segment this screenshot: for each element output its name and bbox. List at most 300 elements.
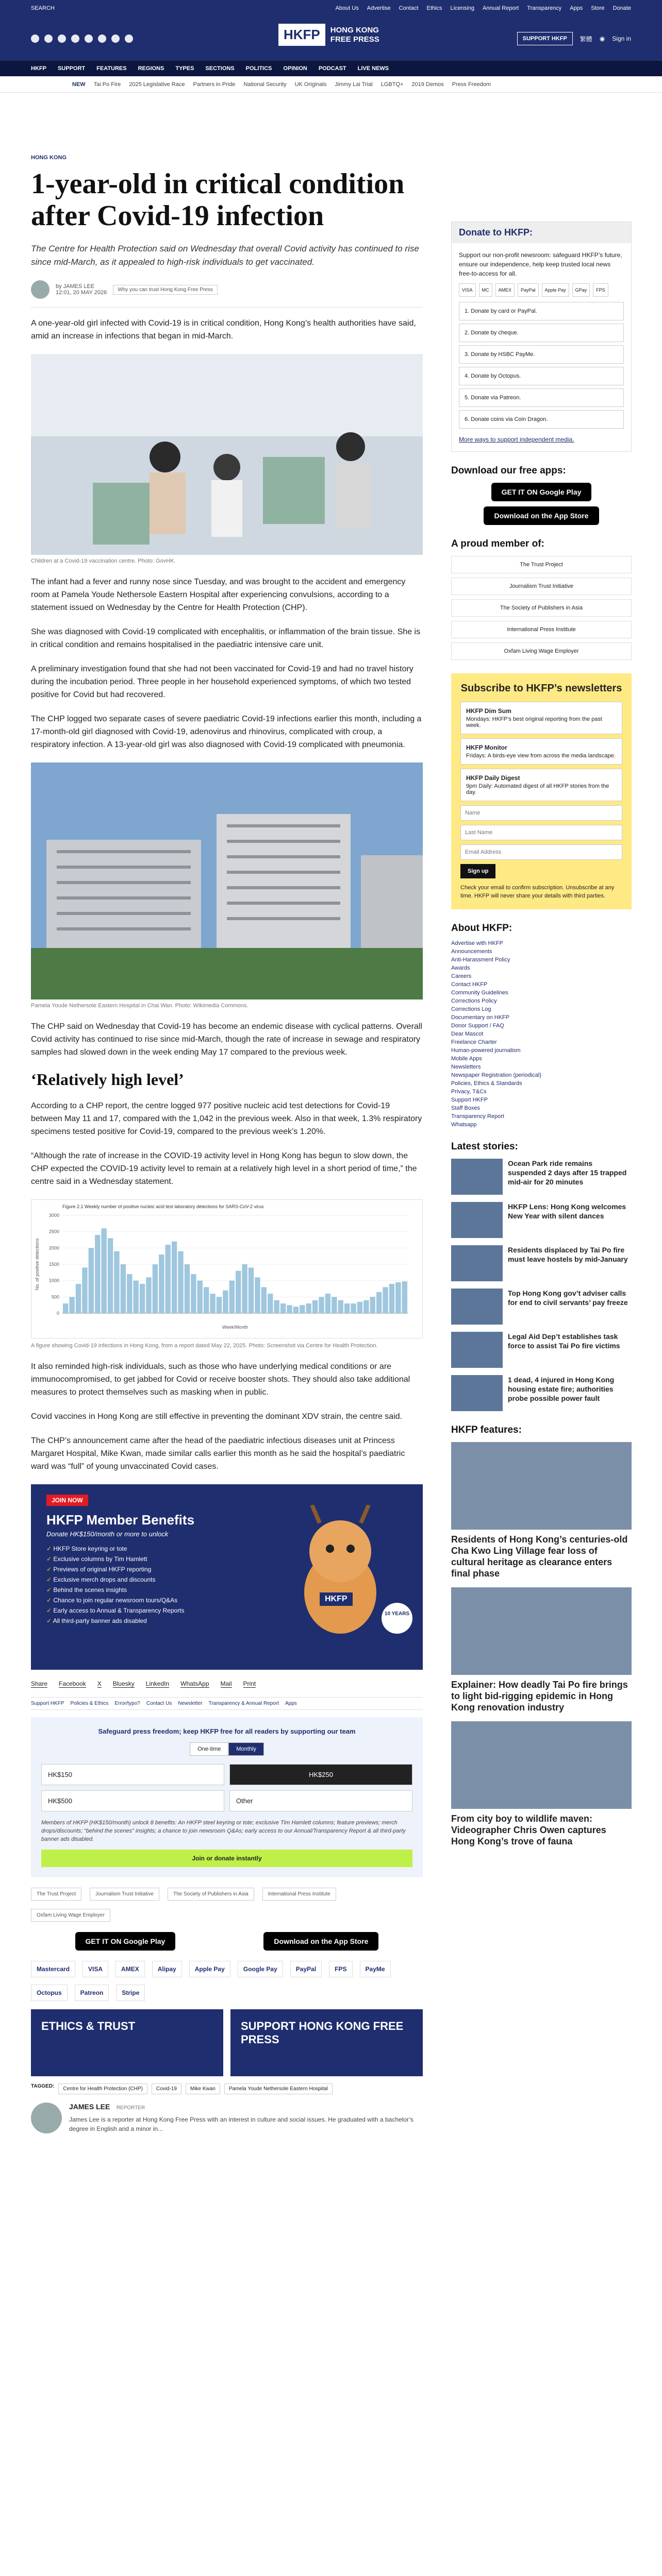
section-heading: ‘Relatively high level’: [31, 1070, 184, 1089]
tag[interactable]: Pamela Youde Nethersole Eastern Hospital: [224, 2083, 333, 2094]
amount-other[interactable]: Other: [229, 1790, 412, 1811]
chart-bar: [300, 1305, 305, 1313]
feature-title: From city boy to wildlife maven: Videographer Chris Owen captures Hong Kong’s trove of fauna: [451, 1814, 606, 1846]
monthly-tab[interactable]: Monthly: [228, 1742, 264, 1756]
feature-item[interactable]: [451, 1442, 632, 1579]
email-input[interactable]: [460, 844, 622, 860]
donate-option[interactable]: 6. Donate coins via Coin Dragon.: [459, 410, 624, 429]
donate-option[interactable]: 4. Donate by Octopus.: [459, 367, 624, 385]
amount-options: [41, 1764, 412, 1811]
story-thumb: [451, 1159, 503, 1195]
topbar-link-transparency[interactable]: Transparency: [527, 5, 562, 11]
chart-bar: [217, 1297, 222, 1313]
chart-bar: [383, 1287, 388, 1313]
chart-bar: [261, 1287, 267, 1313]
footer-link[interactable]: Contact Us: [146, 1701, 172, 1706]
author-box: [31, 2103, 423, 2133]
amount-250[interactable]: HK$250: [229, 1764, 412, 1785]
topbar-link-store[interactable]: Store: [591, 5, 605, 11]
last-name-input[interactable]: [460, 825, 622, 840]
story-item[interactable]: [451, 1245, 632, 1281]
topbar-link-annual-report[interactable]: Annual Report: [482, 5, 519, 11]
article-dek: The Centre for Health Protection said on Wednesday that overall Covid activity has continued to rise since mid-March, as it appealed to high-risk individuals to get vaccinated.: [31, 244, 419, 267]
card-icon: PayPal: [518, 283, 539, 297]
x-axis-label: Week/Month: [222, 1325, 249, 1330]
photo-illustration: [31, 354, 423, 555]
share-bluesky[interactable]: Bluesky: [112, 1680, 135, 1687]
first-name-input[interactable]: [460, 805, 622, 821]
chart-bar: [287, 1305, 292, 1313]
app-store-button[interactable]: Download on the App Store: [484, 506, 599, 525]
sidebar: [451, 222, 632, 1855]
y-tick-label: 0: [56, 1311, 59, 1316]
nav-item-support[interactable]: SUPPORT: [57, 65, 86, 72]
y-tick-label: 1500: [48, 1262, 59, 1267]
byline-author[interactable]: by JAMES LEE: [56, 283, 95, 290]
topbar-link-ethics[interactable]: Ethics: [426, 5, 442, 11]
benefit-item: ✓ Previews of original HKFP reporting: [46, 1566, 407, 1573]
trending-bar: [0, 76, 662, 93]
topbar-link-licensing[interactable]: Licensing: [450, 5, 474, 11]
amount-500[interactable]: HK$500: [41, 1790, 224, 1811]
chart-bar: [280, 1303, 286, 1313]
trending-item[interactable]: National Security: [243, 81, 287, 88]
nav-item-regions[interactable]: REGIONS: [138, 65, 164, 72]
badge-jti[interactable]: Journalism Trust Initiative: [90, 1888, 159, 1901]
option-name: HKFP Monitor: [466, 744, 507, 751]
chart-bar: [306, 1303, 311, 1313]
paragraph: The CHP logged two separate cases of severe paediatric Covid-19 infections earlier this month, including a 17-month-old girl diagnosed with Covid-19, adenovirus and rhinovirus, complicated with croup, a respiratory infection. A 13-year-old girl was also diagnosed with Covid-19 complicated with pneumonia.: [31, 715, 422, 749]
badge-sopa[interactable]: The Society of Publishers in Asia: [168, 1888, 254, 1901]
chart-bar: [395, 1282, 401, 1313]
chart-bar: [249, 1267, 254, 1313]
chart-bar: [236, 1271, 241, 1313]
about-link[interactable]: Dear Mascot: [451, 1031, 484, 1037]
threads-icon[interactable]: [71, 35, 79, 43]
chart-bar: [101, 1228, 106, 1313]
nav-item-types[interactable]: TYPES: [175, 65, 194, 72]
instagram-icon[interactable]: [58, 35, 66, 43]
story-item[interactable]: [451, 1332, 632, 1368]
language-switch[interactable]: 繁體: [580, 35, 592, 43]
pay-icon: Google Pay: [238, 1961, 283, 1977]
topbar-link-apps[interactable]: Apps: [570, 5, 583, 11]
nav-item-podcast[interactable]: PODCAST: [318, 65, 346, 72]
benefit-item: ✓ All third-party banner ads disabled: [46, 1617, 407, 1624]
feature-title: Explainer: How deadly Tai Po fire brings to light bid-rigging epidemic in Hong Kong renovation industry: [451, 1680, 628, 1713]
author-name[interactable]: JAMES LEE: [69, 2103, 110, 2111]
chart-bar: [185, 1264, 190, 1313]
chart-bar: [166, 1245, 171, 1313]
share-x[interactable]: X: [97, 1680, 102, 1687]
author-bio: James Lee is a reporter at Hong Kong Free Press with an interest in culture and social issues. He graduated with a bachelor’s degree in English and a minor in...: [69, 2116, 413, 2132]
paragraph: According to a CHP report, the centre logged 977 positive nucleic acid test detections for Covid-19 between May 11 and 17, compared with the 1,042 in the previous week. Also in that week, 1.3% respiratory specimens tested positive for Covid-19, compared to the previous week’s 1.20%.: [31, 1101, 422, 1136]
chart-bar: [332, 1297, 337, 1313]
benefit-item: ✓ HKFP Store keyring or tote: [46, 1545, 407, 1552]
feature-item[interactable]: [451, 1587, 632, 1713]
chart-bar: [242, 1264, 247, 1313]
article-main: [31, 155, 423, 2133]
y-tick-label: 2500: [48, 1229, 59, 1234]
one-time-tab[interactable]: One-time: [190, 1742, 228, 1756]
footer-link[interactable]: Support HKFP: [31, 1701, 64, 1706]
payment-methods: [31, 1961, 423, 2001]
badge-trust-project[interactable]: The Trust Project: [31, 1888, 81, 1901]
share-mail[interactable]: Mail: [220, 1680, 232, 1687]
author-box-avatar[interactable]: [31, 2103, 62, 2133]
about-link[interactable]: Announcements: [451, 948, 492, 955]
amount-150[interactable]: HK$150: [41, 1764, 224, 1785]
story-item[interactable]: [451, 1159, 632, 1195]
nav-item-sections[interactable]: SECTIONS: [205, 65, 235, 72]
footer-link[interactable]: Newsletter: [178, 1701, 203, 1706]
about-list: [451, 940, 632, 1128]
chart-bar: [114, 1251, 119, 1313]
social-icons: [31, 35, 133, 43]
chart-bar: [63, 1303, 68, 1313]
chart-bar: [363, 1300, 369, 1313]
main-nav: [0, 61, 662, 76]
trending-item[interactable]: UK Originals: [294, 81, 327, 88]
google-play-button[interactable]: GET IT ON Google Play: [75, 1932, 176, 1951]
chart-bar: [389, 1284, 394, 1313]
donate-option[interactable]: 3. Donate by HSBC PayMe.: [459, 345, 624, 364]
trending-item[interactable]: Jimmy Lai Trial: [335, 81, 373, 88]
feature-item[interactable]: [451, 1721, 632, 1847]
pay-icon: FPS: [329, 1961, 352, 1977]
member-logo[interactable]: The Trust Project: [451, 556, 632, 573]
chart-bar: [89, 1248, 94, 1313]
about-link[interactable]: Privacy, T&Cs: [451, 1089, 487, 1095]
linkedin-icon[interactable]: [98, 35, 106, 43]
chart-bar: [140, 1284, 145, 1313]
card-icon: Apple Pay: [542, 283, 569, 297]
photo-caption: Pamela Youde Nethersole Eastern Hospital in Chai Wan. Photo: Wikimedia Commons.: [31, 1003, 249, 1009]
feature-image: [451, 1442, 632, 1530]
trending-item[interactable]: Partners in Pride: [193, 81, 236, 88]
chart-bar: [268, 1294, 273, 1313]
tag[interactable]: Mike Kwan: [186, 2083, 220, 2094]
covid-chart[interactable]: [31, 1199, 423, 1338]
app-store-button[interactable]: Download on the App Store: [263, 1932, 378, 1951]
tags-label: TAGGED:: [31, 2083, 55, 2089]
topbar-link-advertise[interactable]: Advertise: [367, 5, 391, 11]
chart-bar: [159, 1255, 164, 1313]
benefit-item: ✓ Chance to join regular newsroom tours/Q&As: [46, 1597, 407, 1604]
y-tick-label: 3000: [48, 1213, 59, 1218]
y-axis-label: No. of positive detections: [35, 1238, 40, 1291]
article-photo-vaccination[interactable]: [31, 354, 423, 555]
promo-title: HKFP Member Benefits: [46, 1512, 195, 1528]
support-hkfp-banner[interactable]: SUPPORT HONG KONG FREE PRESS: [230, 2009, 423, 2076]
story-item[interactable]: [451, 1202, 632, 1238]
chart-bar: [344, 1303, 350, 1313]
story-thumb: [451, 1202, 503, 1238]
trending-item[interactable]: 2019 Demos: [411, 81, 444, 88]
trending-item[interactable]: Tai Po Fire: [93, 81, 121, 88]
latest-stories: [451, 1159, 632, 1411]
site-logo[interactable]: [278, 24, 379, 46]
chart-bar: [153, 1264, 158, 1313]
donate-option[interactable]: 5. Donate via Patreon.: [459, 388, 624, 407]
logo-line2: FREE PRESS: [330, 35, 379, 44]
paragraph: The CHP’s announcement came after the head of the paediatric infectious diseases unit at Princess Margaret Hospital, Mike Kwan, made similar calls earlier this month as he said the hospital’s paediatric ward was “full” of young unvaccinated Covid cases.: [31, 1436, 405, 1471]
about-link[interactable]: Community Guidelines: [451, 990, 508, 996]
about-link[interactable]: Freelance Charter: [451, 1039, 497, 1045]
pay-icon: Octopus: [31, 1985, 68, 2001]
pay-icon: Stripe: [116, 1985, 145, 2001]
about-link[interactable]: Human-powered journalism: [451, 1047, 521, 1054]
paragraph: The infant had a fever and runny nose since Tuesday, and was brought to the accident and emergency room at Pamela Youde Nethersole Eastern Hospital after experiencing convulsions, according to a statement issued on Wednesday by the Centre for Health Protection (CHP).: [31, 578, 406, 612]
about-link[interactable]: Documentary on HKFP: [451, 1014, 510, 1021]
story-title: Residents displaced by Tai Po fire must leave hostels by mid-January: [508, 1246, 628, 1263]
footer-link[interactable]: Policies & Ethics: [70, 1701, 109, 1706]
option-desc: 9pm Daily: Automated digest of all HKFP stories from the day.: [466, 783, 609, 795]
paragraph: A preliminary investigation found that she had not been vaccinated for Covid-19 and had no travel history during the incubation period. Three people in her household experienced symptoms, of which two tested positive for Covid but had recovered.: [31, 665, 413, 699]
paragraph: “Although the rate of increase in the COVID-19 activity level in Hong Kong has begun to slow down, the CHP expected the COVID-19 activity level to remain at a relatively high level in a short period of time,” the centre said in a Wednesday statement.: [31, 1151, 417, 1186]
benefit-item: ✓ Exclusive columns by Tim Hamlett: [46, 1555, 407, 1563]
photo-caption: Children at a Covid-19 vaccination centre. Photo: GovHK.: [31, 558, 176, 564]
story-thumb: [451, 1289, 503, 1325]
youtube-icon[interactable]: [85, 35, 93, 43]
paragraph: The CHP said on Wednesday that Covid-19 has become an endemic disease with cyclical patterns. Overall Covid activity has continued to rise since mid-March, though the rate of increase in sewage and respiratory samples had slowed down in the week ending May 17 compared to the previous week.: [31, 1022, 422, 1057]
chart-bar: [357, 1302, 362, 1313]
y-tick-label: 1000: [48, 1278, 59, 1283]
member-logo[interactable]: International Press Institute: [451, 621, 632, 638]
facebook-icon[interactable]: [31, 35, 39, 43]
topbar-link-donate[interactable]: Donate: [613, 5, 631, 11]
ethics-trust-banner[interactable]: ETHICS & TRUST: [31, 2009, 223, 2076]
card-icon: VISA: [459, 283, 476, 297]
more-ways-link[interactable]: More ways to support independent media.: [459, 436, 574, 443]
chart-bar: [82, 1267, 87, 1313]
donate-options: [459, 302, 624, 429]
support-hkfp-button[interactable]: SUPPORT HKFP: [517, 32, 573, 45]
story-title: Ocean Park ride remains suspended 2 days after 15 trapped mid-air for 20 minutes: [508, 1159, 627, 1186]
footer-link[interactable]: Transparency & Annual Report: [208, 1701, 279, 1706]
story-title: Legal Aid Dep’t establishes task force to assist Tai Po fire victims: [508, 1332, 620, 1350]
trending-label: NEW: [72, 81, 86, 88]
y-tick-label: 2000: [48, 1245, 59, 1251]
member-logo[interactable]: Journalism Trust Initiative: [451, 578, 632, 595]
feature-image: [451, 1721, 632, 1809]
trending-item[interactable]: LGBTQ+: [380, 81, 404, 88]
share-bar: [31, 1680, 423, 1688]
pay-icon: PayMe: [360, 1961, 391, 1977]
chart-bar: [197, 1281, 203, 1313]
topbar-link-about[interactable]: About Us: [335, 5, 359, 11]
about-link[interactable]: Transparency Report: [451, 1113, 504, 1120]
paragraph: A one-year-old girl infected with Covid-19 is in critical condition, Hong Kong’s health authorities have said, amid an increase in infections that began in mid-March.: [31, 319, 416, 341]
about-link[interactable]: Whatsapp: [451, 1122, 477, 1128]
promo-logo: HKFP: [320, 1592, 353, 1606]
card-icon: AMEX: [495, 283, 515, 297]
about-link[interactable]: Contact HKFP: [451, 981, 488, 988]
chart-bar: [229, 1281, 235, 1313]
share-label[interactable]: Share: [31, 1680, 48, 1687]
about-link[interactable]: Advertise with HKFP: [451, 940, 503, 946]
member-benefits-promo[interactable]: [31, 1484, 423, 1670]
donate-option[interactable]: 2. Donate by cheque.: [459, 324, 624, 342]
apps-title: Download our free apps:: [451, 465, 566, 476]
chart-bar: [121, 1264, 126, 1313]
option-name: HKFP Dim Sum: [466, 707, 511, 715]
newsletter-option[interactable]: [460, 769, 622, 801]
trust-badge[interactable]: Why you can trust Hong Kong Free Press: [113, 285, 218, 295]
about-link[interactable]: Newspaper Registration (periodical): [451, 1072, 541, 1078]
chart-bar: [351, 1303, 356, 1313]
top-utility-bar: [0, 0, 662, 16]
chart-bar: [370, 1297, 375, 1313]
chart-bar: [76, 1284, 81, 1313]
share-facebook[interactable]: Facebook: [59, 1680, 86, 1687]
author-role: REPORTER: [116, 2105, 145, 2111]
story-title: HKFP Lens: Hong Kong welcomes New Year with silent dances: [508, 1202, 626, 1220]
chart-bar: [69, 1297, 74, 1313]
topbar-link-contact[interactable]: Contact: [399, 5, 419, 11]
search-link[interactable]: SEARCH: [31, 5, 55, 11]
story-title: Top Hong Kong gov’t adviser calls for end to civil servants’ pay freeze: [508, 1289, 628, 1307]
feature-image: [451, 1587, 632, 1675]
share-linkedin[interactable]: LinkedIn: [145, 1680, 170, 1687]
card-icon: MC: [479, 283, 492, 297]
newsletter-option[interactable]: [460, 738, 622, 765]
article-photo-hospital[interactable]: [31, 762, 423, 999]
sidebar-app-buttons: [451, 483, 632, 525]
share-print[interactable]: Print: [243, 1680, 256, 1687]
features-title: HKFP features:: [451, 1425, 522, 1435]
about-link[interactable]: Policies, Ethics & Standards: [451, 1080, 522, 1087]
about-link[interactable]: Mobile Apps: [451, 1056, 482, 1062]
y-tick-label: 500: [51, 1294, 59, 1300]
logo-line1: HONG KONG: [330, 25, 379, 35]
about-link[interactable]: Donor Support / FAQ: [451, 1023, 504, 1029]
newsletter-option[interactable]: [460, 702, 622, 734]
byline: [31, 280, 423, 308]
member-badges: [31, 1888, 423, 1922]
google-play-button[interactable]: GET IT ON Google Play: [491, 483, 592, 501]
chart-svg: [31, 1200, 422, 1338]
member-logo[interactable]: Oxfam Living Wage Employer: [451, 642, 632, 660]
badge-ipi[interactable]: International Press Institute: [262, 1888, 336, 1901]
article-title: 1-year-old in critical condition after Covid-19 infection: [31, 168, 405, 232]
telegram-icon[interactable]: [111, 35, 120, 43]
badge-oxfam[interactable]: Oxfam Living Wage Employer: [31, 1909, 110, 1922]
join-donate-button[interactable]: Join or donate instantly: [41, 1850, 412, 1867]
about-link[interactable]: Support HKFP: [451, 1097, 488, 1103]
promo-banners: [31, 2009, 423, 2076]
chart-bar: [376, 1292, 382, 1313]
rss-icon[interactable]: [125, 35, 133, 43]
footer-link[interactable]: Apps: [285, 1701, 297, 1706]
donate-note: Members of HKFP (HK$150/month) unlock 8 benefits: An HKFP steel keyring or tote; exclusive Tim Hamlett columns; feature previews; merch drops/discounts; “behind the scenes” insights; a chance to join newsroom Q&As; early access to our Annual/Transparency Report & all third-party banner ads disabled.: [41, 1820, 406, 1842]
sign-up-button[interactable]: Sign up: [460, 864, 495, 878]
pay-icon: Alipay: [152, 1961, 182, 1977]
nav-item-hkfp[interactable]: HKFP: [31, 65, 46, 72]
chart-bar: [274, 1300, 279, 1313]
chart-bar: [312, 1300, 318, 1313]
chart-bar: [204, 1287, 209, 1313]
newsletter-signup: [451, 673, 632, 909]
member-logo[interactable]: The Society of Publishers in Asia: [451, 599, 632, 617]
about-link[interactable]: Anti-Harassment Policy: [451, 957, 510, 963]
nav-item-live-news[interactable]: LIVE NEWS: [357, 65, 389, 72]
chart-bar: [338, 1300, 343, 1313]
share-whatsapp[interactable]: WhatsApp: [180, 1680, 209, 1687]
chart-bar: [95, 1235, 100, 1313]
chart-caption: A figure showing Covid-19 infections in Hong Kong, from a report dated May 22, 2025. Photo: Screenshot via Centre for Health Protection.: [31, 1343, 378, 1349]
frequency-toggle: [41, 1742, 412, 1756]
trending-item[interactable]: 2025 Legislative Race: [129, 81, 185, 88]
chart-bar: [402, 1281, 407, 1313]
pay-icon: PayPal: [290, 1961, 322, 1977]
donate-option[interactable]: 1. Donate by card or PayPal.: [459, 302, 624, 320]
pay-icon: Mastercard: [31, 1961, 75, 1977]
story-title: 1 dead, 4 injured in Hong Kong housing estate fire; authorities probe possible power fault: [508, 1376, 615, 1402]
user-icon[interactable]: ◉: [599, 35, 605, 42]
benefit-item: ✓ Exclusive merch drops and discounts: [46, 1576, 407, 1583]
join-now-pill[interactable]: JOIN NOW: [46, 1495, 88, 1506]
about-link[interactable]: Corrections Policy: [451, 998, 497, 1004]
byline-date: 12:01, 20 MAY 2026: [56, 290, 107, 296]
pay-icon: AMEX: [115, 1961, 145, 1977]
donate-sidebar-box: [451, 222, 632, 452]
chart-bar: [191, 1274, 196, 1313]
story-item[interactable]: [451, 1289, 632, 1325]
about-link[interactable]: Awards: [451, 965, 470, 971]
sign-in-link[interactable]: Sign in: [612, 35, 631, 42]
about-link[interactable]: Corrections Log: [451, 1006, 491, 1012]
member-logos: [451, 556, 632, 660]
story-thumb: [451, 1332, 503, 1368]
about-link[interactable]: Careers: [451, 973, 472, 979]
tag-list: [31, 2083, 423, 2094]
about-title: About HKFP:: [451, 923, 512, 934]
article-footer-links: [31, 1697, 423, 1710]
paragraph: She was diagnosed with Covid-19 complicated with encephalitis, or inflammation of the brain tissue. She is in critical condition and remains hospitalised in the paediatric intensive care unit.: [31, 628, 421, 649]
chart-bar: [146, 1277, 151, 1313]
tag[interactable]: Centre for Health Protection (CHP): [58, 2083, 147, 2094]
photo-illustration: [31, 762, 423, 999]
option-desc: Fridays: A birds-eye view from across the media landscape.: [466, 753, 616, 759]
about-link[interactable]: Staff Boxes: [451, 1105, 481, 1111]
donate-heading: Safeguard press freedom; keep HKFP free for all readers by supporting our team: [98, 1727, 356, 1735]
chart-bar: [127, 1274, 132, 1313]
site-header: [0, 16, 662, 61]
donate-sidebar-text: Support our non-profit newsroom: safeguard HKFP’s future, ensure our independence, help keep trusted local news free-to-access for all.: [459, 251, 622, 277]
feature-title: Residents of Hong Kong’s centuries-old Cha Kwo Ling Village fear loss of cultural heritage as clearance enters final phase: [451, 1534, 628, 1579]
x-icon[interactable]: [44, 35, 53, 43]
option-name: HKFP Daily Digest: [466, 774, 520, 782]
story-item[interactable]: [451, 1375, 632, 1411]
footer-link[interactable]: Error/typo?: [114, 1701, 140, 1706]
story-thumb: [451, 1245, 503, 1281]
member-title: A proud member of:: [451, 538, 544, 549]
option-desc: Mondays: HKFP’s best original reporting from the past week.: [466, 716, 602, 728]
tag[interactable]: Covid-19: [152, 2083, 181, 2094]
nav-item-opinion[interactable]: OPINION: [283, 65, 307, 72]
chart-bar: [133, 1281, 138, 1313]
trending-item[interactable]: Press Freedom: [452, 81, 491, 88]
about-link[interactable]: Newsletters: [451, 1064, 481, 1070]
nav-item-politics[interactable]: POLITICS: [245, 65, 272, 72]
author-avatar[interactable]: [31, 280, 49, 299]
latest-title: Latest stories:: [451, 1141, 518, 1152]
chart-bar: [319, 1297, 324, 1313]
chart-bar: [293, 1307, 299, 1313]
article-kicker[interactable]: HONG KONG: [31, 155, 67, 161]
nav-item-features[interactable]: FEATURES: [96, 65, 127, 72]
